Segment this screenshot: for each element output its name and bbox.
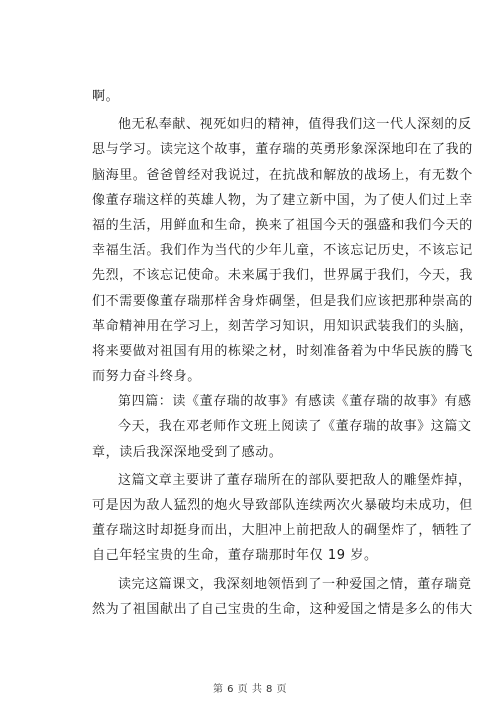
text-line: 自己年轻宝贵的生命，董存瑞那时年仅 19 岁。 xyxy=(92,548,378,564)
text-line: 啊。 xyxy=(92,89,120,104)
paragraph-feeling xyxy=(92,572,473,622)
text-line: 章，读后我深深地受到了感动。 xyxy=(92,444,283,460)
text-line: 他无私奉献、视死如归的精神，值得我们这一代人深刻的反 xyxy=(118,117,472,133)
text-line: 像董存瑞这样的英雄人物，为了建立新中国，为了使人们过上幸 xyxy=(92,192,473,208)
paragraph-intro xyxy=(92,414,472,464)
text-line: 思与学习。读完这个故事，董存瑞的英勇形象深深地印在了我的 xyxy=(92,142,473,158)
paragraph-summary xyxy=(92,468,473,569)
text-line: 们不需要像董存瑞那样舍身炸碉堡，但是我们应该把那种崇高的 xyxy=(92,293,473,309)
text-line: 革命精神用在学习上，刻苦学习知识，用知识武装我们的头脑， xyxy=(92,318,473,334)
heading-line: 第四篇：读《董存瑞的故事》有感读《董存瑞的故事》有感 xyxy=(118,394,472,410)
text-line: 今天，我在邓老师作文班上阅读了《董存瑞的故事》这篇文 xyxy=(118,419,472,435)
text-line: 脑海里。爸爸曾经对我说过，在抗战和解放的战场上，有无数个 xyxy=(92,167,473,183)
text-line: 幸福生活。我们作为当代的少年儿童，不该忘记历史，不该忘记 xyxy=(92,243,473,259)
page-number-footer: 第 6 页 共 8 页 xyxy=(212,684,288,695)
text-line: 读完这篇课文，我深刻地领悟到了一种爱国之情，董存瑞竟 xyxy=(118,576,472,592)
text-line: 福的生活，用鲜血和生命，换来了祖国今天的强盛和我们今天的 xyxy=(92,217,473,233)
text-line: 然为了祖国献出了自己宝贵的生命，这种爱国之情是多么的伟大 xyxy=(92,601,473,617)
text-line: 而努力奋斗终身。 xyxy=(92,369,201,385)
paragraph-reflection xyxy=(92,112,473,389)
paragraph-continuation xyxy=(92,84,432,109)
text-line: 先烈，不该忘记使命。未来属于我们，世界属于我们，今天，我 xyxy=(92,268,473,284)
text-line: 董存瑞这时却挺身而出，大胆冲上前把敌人的碉堡炸了，牺牲了 xyxy=(92,523,473,539)
text-line: 将来要做对祖国有用的栋梁之材，时刻准备着为中华民族的腾飞 xyxy=(92,343,473,359)
section-heading xyxy=(92,389,472,414)
document-body xyxy=(92,84,473,622)
text-line: 这篇文章主要讲了董存瑞所在的部队要把敌人的雕堡炸掉， xyxy=(118,472,472,488)
text-line: 可是因为敌人猛烈的炮火导致部队连续两次火暴破均未成功，但 xyxy=(92,498,473,513)
